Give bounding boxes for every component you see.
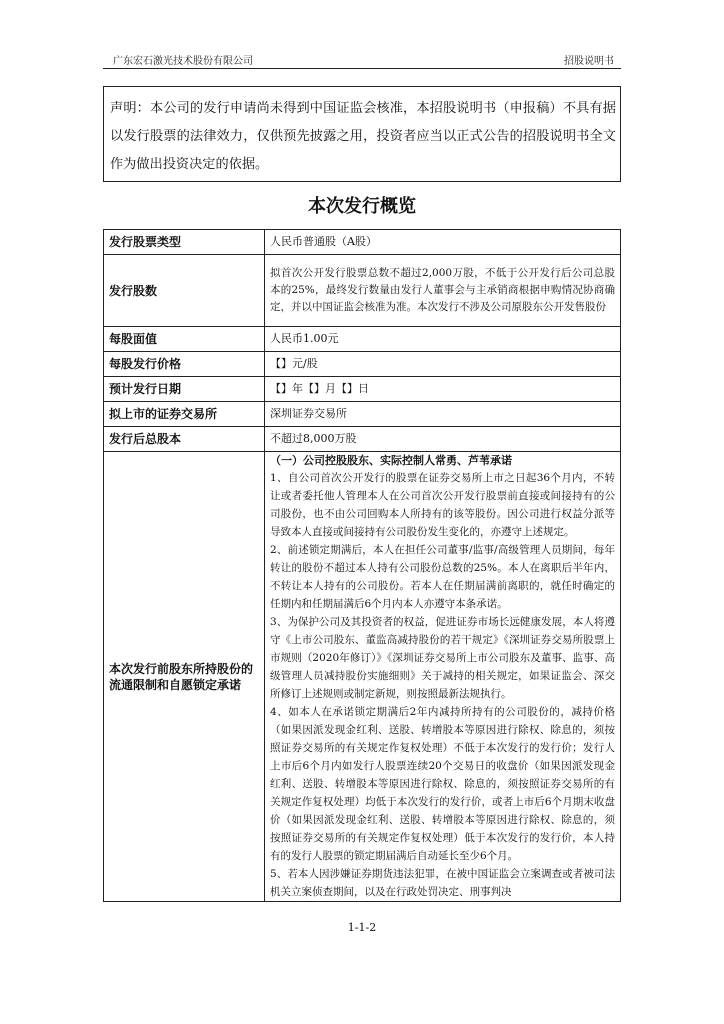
table-row: [104, 327, 621, 352]
lockup-content: [265, 452, 621, 902]
row-label: 预计发行日期: [104, 377, 265, 402]
row-value: 深圳证券交易所: [265, 402, 621, 427]
header-company: 广东宏石激光技术股份有限公司: [113, 56, 253, 67]
row-value: 【】元/股: [265, 352, 621, 377]
table-row: [104, 452, 621, 902]
row-label: 每股面值: [104, 327, 265, 352]
page-title: 本次发行概览: [308, 196, 416, 217]
row-value: 人民币普通股（A股）: [265, 230, 621, 255]
table-row: [104, 352, 621, 377]
table-row: [104, 427, 621, 452]
row-value: 人民币1.00元: [265, 327, 621, 352]
disclaimer-box: 声明：本公司的发行申请尚未得到中国证监会核准，本招股说明书（申报稿）不具有据以发行股票的法律效力，仅供预先披露之用，投资者应当以正式公告的招股说明书全文作为做出投资决定的依据。: [103, 86, 621, 182]
table-row: [104, 377, 621, 402]
lockup-paragraph: 3、为保护公司及其投资者的权益，促进证券市场长远健康发展，本人将遵守《上市公司股东、董监高减持股份的若干规定》《深圳证券交易所股票上市规则（2020年修订）》《深圳证券交易所上市公司股东及董事、监事、高级管理人员减持股份实施细则》关于减持的相关规定，如果证监会、深交所修订上述规则或制定新规，则按照最新法规执行。: [270, 616, 615, 700]
lockup-paragraph: 5、若本人因涉嫌证券期货违法犯罪，在被中国证监会立案调查或者被司法机关立案侦查期间，以及在行政处罚决定、刑事判决: [270, 868, 615, 898]
row-value: 拟首次公开发行股票总数不超过2,000万股，不低于公开发行后公司总股本的25%，最终发行数量由发行人董事会与主承销商根据申购情况协商确定，并以中国证监会核准为准。本次发行不涉及公司原股东公开发售股份: [265, 255, 621, 327]
row-label: 每股发行价格: [104, 352, 265, 377]
row-label: 发行后总股本: [104, 427, 265, 452]
row-label: 拟上市的证券交易所: [104, 402, 265, 427]
lockup-label: 本次发行前股东所持股份的流通限制和自愿锁定承诺: [104, 452, 265, 902]
offering-summary-table: [103, 229, 621, 902]
lockup-paragraph: 2、前述锁定期满后，本人在担任公司董事/监事/高级管理人员期间，每年转让的股份不超过本人持有公司股份总数的25%。本人在离职后半年内，不转让本人持有的公司股份。若本人在任期届满前离职的，就任时确定的任期内和任期届满后6个月内本人亦遵守本条承诺。: [270, 544, 615, 610]
table-row: [104, 230, 621, 255]
row-value: 不超过8,000万股: [265, 427, 621, 452]
table-row: [104, 402, 621, 427]
lockup-paragraph: 1、自公司首次公开发行的股票在证券交易所上市之日起36个月内，不转让或者委托他人管理本人在公司首次公开发行股票前直接或间接持有的公司股份，也不由公司回购本人所持有的该等股份。因公司进行权益分派等导致本人直接或间接持有公司股份发生变化的，亦遵守上述规定。: [270, 472, 615, 538]
row-label: 发行股数: [104, 255, 265, 327]
row-label: 发行股票类型: [104, 230, 265, 255]
row-value: 【】年【】月【】日: [265, 377, 621, 402]
header-doc-type: 招股说明书: [564, 56, 614, 67]
lockup-paragraph: 4、如本人在承诺锁定期满后2年内减持所持有的公司股份的，减持价格（如果因派发现金红利、送股、转增股本等原因进行除权、除息的，须按照证券交易所的有关规定作复权处理）不低于本次发行的发行价；发行人上市后6个月内如发行人股票连续20个交易日的收盘价（如果因派发现金红利、送股、转增股本等原因进行除权、除息的，须按照证券交易所的有关规定作复权处理）均低于本次发行的发行价，或者上市后6个月期末收盘价（如果因派发现金红利、送股、转增股本等原因进行除权、除息的，须按照证券交易所的有关规定作复权处理）低于本次发行的发行价，本人持有的发行人股票的锁定期届满后自动延长至少6个月。: [270, 706, 615, 862]
table-row: [104, 255, 621, 327]
page-number: 1-1-2: [347, 921, 377, 934]
lockup-subtitle: （一）公司控股股东、实际控制人常勇、芦苇承诺: [270, 454, 512, 467]
header-divider: [103, 68, 621, 69]
